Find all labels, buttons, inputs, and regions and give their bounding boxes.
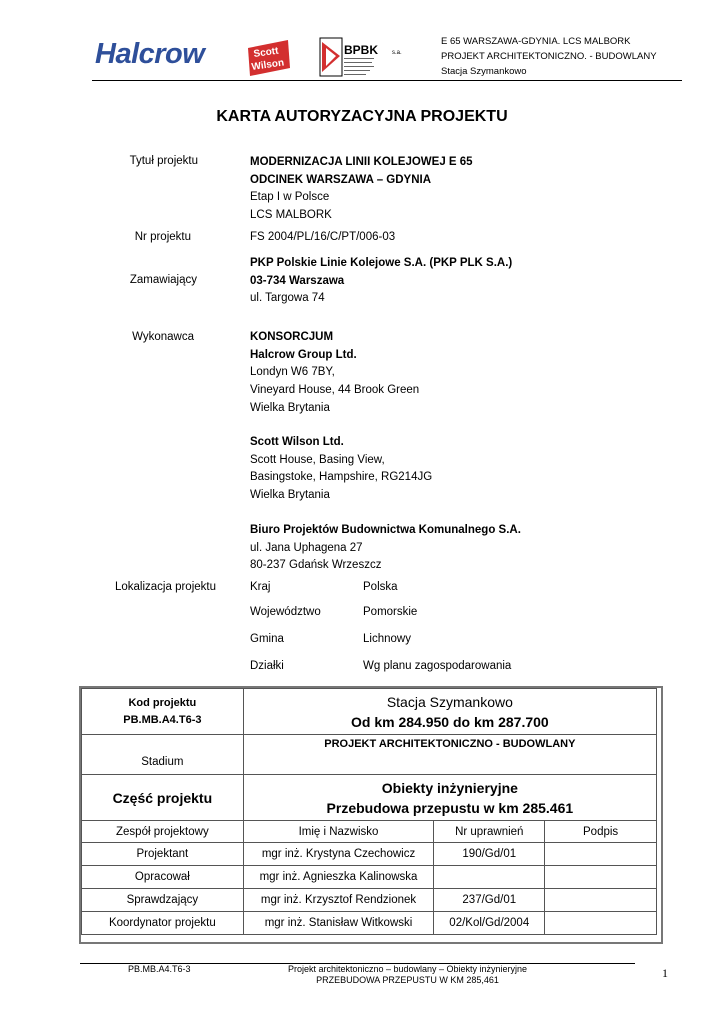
authorization-table (81, 688, 657, 935)
header-line-3: Stacja Szymankowo (441, 66, 527, 77)
wyk-line-3: Londyn W6 7BY, (250, 366, 335, 379)
row-name: mgr inż. Stanisław Witkowski (243, 912, 434, 935)
row-name: mgr inż. Agnieszka Kalinowska (243, 866, 434, 889)
row-signature (545, 866, 657, 889)
bp-line-3: 80-237 Gdańsk Wrzeszcz (250, 559, 382, 572)
header-info (441, 34, 657, 79)
stacja-name: Stacja Szymankowo (386, 693, 513, 710)
row-nr: 02/Kol/Gd/2004 (434, 912, 545, 935)
bpbk-suffix: s.a. (392, 50, 402, 56)
label-lokalizacja: Lokalizacja projektu (114, 581, 216, 593)
czesc-line-1: Obiekty inżynieryjne (381, 779, 518, 796)
wyk-line-4: Vineyard House, 44 Brook Green (250, 384, 420, 397)
table-row (82, 889, 657, 912)
czesc-label: Część projektu (82, 775, 244, 821)
table-row (82, 912, 657, 935)
czesc-cell (243, 775, 656, 821)
wyk-line-2: Halcrow Group Ltd. (250, 348, 357, 361)
sw-line-1: Scott Wilson Ltd. (250, 436, 344, 448)
tytul-line-2: ODCINEK WARSZAWA – GDYNIA (250, 173, 432, 186)
halcrow-logo: Halcrow (95, 38, 205, 70)
row-nr: 190/Gd/01 (434, 843, 545, 866)
footer-desc-line-1: Projekt architektoniczno – budowlany – Obiekty inżynieryjne (287, 964, 528, 974)
table-header-row (82, 821, 657, 843)
value-scott-wilson (250, 434, 432, 505)
table-row-stadium (82, 735, 657, 775)
label-nr-projektu: Nr projektu (134, 231, 191, 243)
row-role: Sprawdzający (82, 889, 244, 912)
footer-desc-line-2: PRZEBUDOWA PRZEPUSTU W KM 285,461 (316, 975, 499, 985)
lok-key-1: Województwo (250, 606, 321, 618)
footer-description (245, 964, 570, 986)
stacja-km: Od km 284.950 do km 287.700 (351, 713, 549, 730)
wyk-line-5: Wielka Brytania (250, 401, 330, 414)
document-title: KARTA AUTORYZACYJNA PROJEKTU (216, 108, 508, 125)
header-podpis: Podpis (545, 821, 657, 843)
bp-line-1: Biuro Projektów Budownictwa Komunalnego S.A. (250, 524, 521, 536)
header-divider (92, 80, 682, 81)
wyk-line-1: KONSORCJUM (250, 331, 334, 343)
row-name: mgr inż. Krystyna Czechowicz (243, 843, 434, 866)
footer-code: PB.MB.A4.T6-3 (128, 964, 191, 974)
row-signature (545, 912, 657, 935)
tytul-line-4: LCS MALBORK (250, 209, 332, 222)
value-tytul (250, 154, 473, 225)
zam-line-2: 03-734 Warszawa (250, 274, 345, 287)
label-tytul: Tytuł projektu (129, 155, 198, 167)
kod-value: PB.MB.A4.T6-3 (123, 713, 202, 726)
row-signature (545, 843, 657, 866)
tytul-line-3: Etap I w Polsce (250, 191, 330, 204)
lok-val-3: Wg planu zagospodarowania (363, 660, 512, 672)
table-row (82, 866, 657, 889)
value-bpbk (250, 522, 521, 575)
row-role: Opracował (82, 866, 244, 889)
kod-label: Kod projektu (128, 696, 197, 709)
zam-line-1: PKP Polskie Linie Kolejowe S.A. (PKP PLK S.A.) (250, 257, 513, 269)
label-wykonawca: Wykonawca (132, 331, 194, 343)
header-line-2: PROJEKT ARCHITEKTONICZNO. - BUDOWLANY (441, 51, 657, 62)
row-role: Koordynator projektu (82, 912, 244, 935)
lok-key-3: Działki (250, 660, 284, 672)
bpbk-logo (318, 36, 424, 80)
table-row (82, 843, 657, 866)
row-nr (434, 866, 545, 889)
value-nr-projektu: FS 2004/PL/16/C/PT/006-03 (250, 231, 396, 243)
header-nr: Nr uprawnień (434, 821, 545, 843)
sw-line-2: Scott House, Basing View, (250, 453, 385, 466)
zam-line-3: ul. Targowa 74 (250, 292, 325, 305)
stadium-value: PROJEKT ARCHITEKTONICZNO - BUDOWLANY (243, 735, 656, 775)
lok-val-0: Polska (363, 581, 398, 593)
row-name: mgr inż. Krzysztof Rendzionek (243, 889, 434, 912)
scott-wilson-logo (246, 38, 292, 78)
value-zamawiajacy (250, 255, 512, 308)
sw-line-4: Wielka Brytania (250, 489, 330, 502)
table-row-kod (82, 689, 657, 735)
bpbk-text: BPBK (344, 43, 379, 57)
row-signature (545, 889, 657, 912)
kod-projektu-cell (82, 689, 244, 735)
row-nr: 237/Gd/01 (434, 889, 545, 912)
sw-line-3: Basingstoke, Hampshire, RG214JG (250, 471, 433, 484)
lok-val-1: Pomorskie (363, 606, 418, 618)
lok-key-0: Kraj (250, 581, 271, 593)
label-zamawiajacy: Zamawiający (129, 274, 197, 286)
wilson-text: Wilson (250, 57, 285, 73)
tytul-line-1: MODERNIZACJA LINII KOLEJOWEJ E 65 (250, 156, 473, 168)
stacja-cell (243, 689, 656, 735)
row-role: Projektant (82, 843, 244, 866)
bp-line-2: ul. Jana Uphagena 27 (250, 541, 363, 554)
header-zespol: Zespół projektowy (82, 821, 244, 843)
value-wykonawca (250, 329, 419, 418)
scott-text: Scott (252, 45, 280, 60)
czesc-line-2: Przebudowa przepustu w km 285.461 (326, 799, 574, 816)
stadium-label: Stadium (82, 735, 244, 775)
lok-key-2: Gmina (250, 633, 284, 645)
header-imie: Imię i Nazwisko (243, 821, 434, 843)
header-line-1: E 65 WARSZAWA-GDYNIA. LCS MALBORK (441, 36, 631, 47)
lok-val-2: Lichnowy (363, 633, 411, 645)
table-row-czesc (82, 775, 657, 821)
page-number: 1 (662, 966, 668, 980)
